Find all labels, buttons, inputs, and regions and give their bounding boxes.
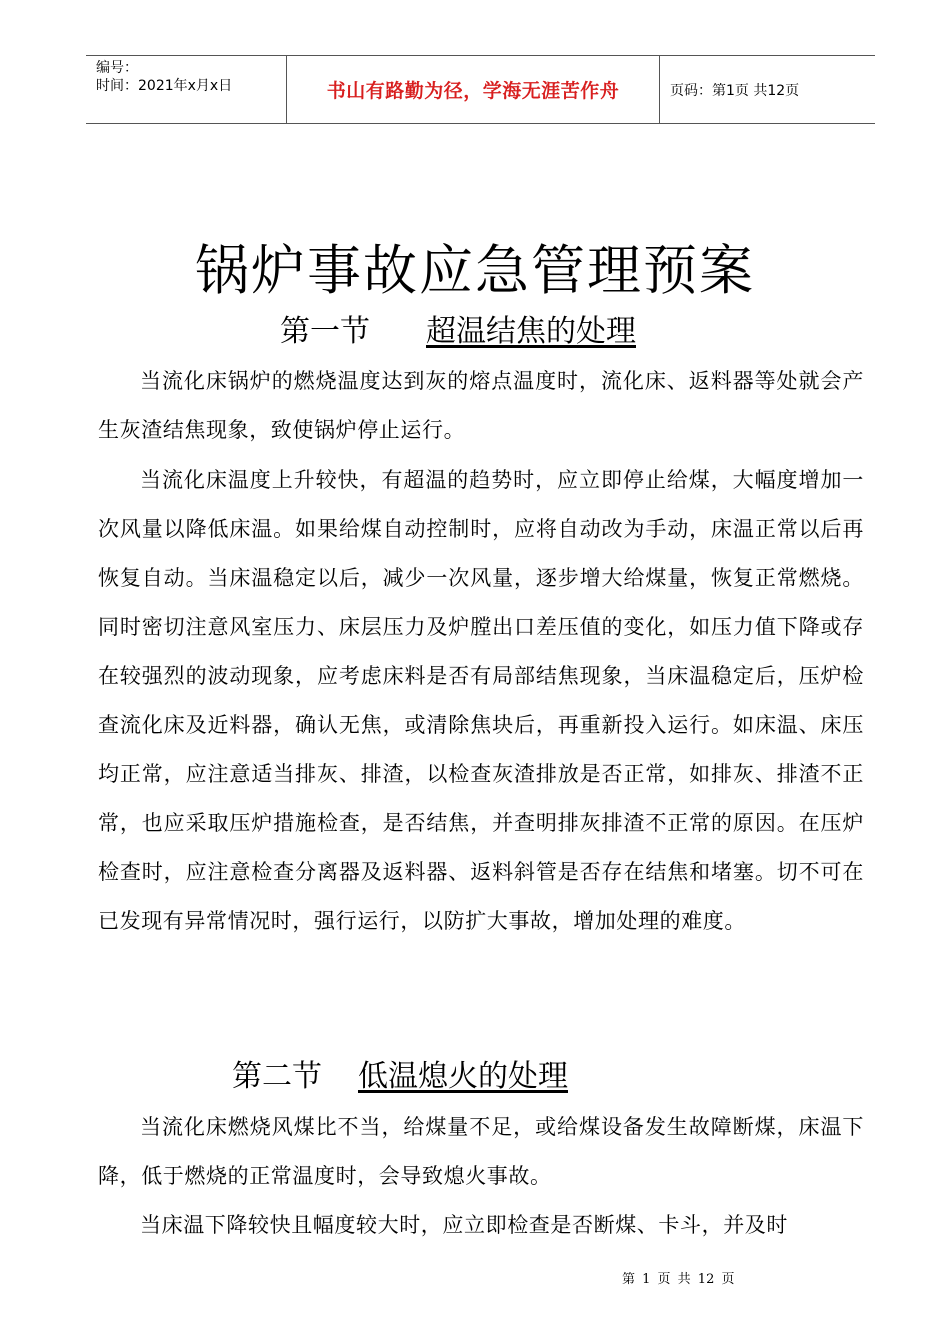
document-title: 锅炉事故应急管理预案	[195, 239, 755, 302]
section-heading-2	[232, 1057, 568, 1097]
section-number: 第一节	[280, 314, 370, 349]
section-title: 低温熄火的处理	[358, 1059, 568, 1094]
section-heading-1	[280, 312, 636, 352]
section-title: 超温结焦的处理	[426, 314, 636, 349]
section-number: 第二节	[232, 1059, 322, 1094]
document-number-label: 编号：	[96, 60, 138, 76]
header-page-info: 页码：第1页 共12页	[670, 82, 800, 99]
page-footer: 第 1 页 共 12 页	[622, 1272, 735, 1287]
header-meta	[86, 56, 286, 123]
paragraph: 当床温下降较快且幅度较大时，应立即检查是否断煤、卡斗，并及时	[140, 1213, 788, 1237]
paragraph: 当流化床温度上升较快，有超温的趋势时，应立即停止给煤，大幅度增加一次风量以降低床温。如果给煤自动控制时，应将自动改为手动，床温正常以后再恢复自动。当床温稳定以后，减少一次风量，逐步增大给煤量，恢复正常燃烧。同时密切注意风室压力、床层压力及炉膛出口差压值的变化，如压力值下降或存在较强烈的波动现象，应考虑床料是否有局部结焦现象，当床温稳定后，压炉检查流化床及近料器，确认无焦，或清除焦块后，再重新投入运行。如床温、床压均正常，应注意适当排灰、排渣，以检查灰渣排放是否正常，如排灰、排渣不正常，也应采取压炉措施检查，是否结焦，并查明排灰排渣不正常的原因。在压炉检查时，应注意检查分离器及返料器、返料斜管是否存在结焦和堵塞。切不可在已发现有异常情况时，强行运行，以防扩大事故，增加处理的难度。	[98, 468, 864, 933]
page-header	[86, 55, 875, 124]
header-motto: 书山有路勤为径，学海无涯苦作舟	[286, 56, 660, 123]
document-time-label: 时间：2021年x月x日	[96, 78, 233, 94]
paragraph: 当流化床燃烧风煤比不当，给煤量不足，或给煤设备发生故障断煤，床温下降，低于燃烧的正常温度时，会导致熄火事故。	[98, 1115, 864, 1188]
paragraph: 当流化床锅炉的燃烧温度达到灰的熔点温度时，流化床、返料器等处就会产生灰渣结焦现象，致使锅炉停止运行。	[98, 369, 864, 442]
